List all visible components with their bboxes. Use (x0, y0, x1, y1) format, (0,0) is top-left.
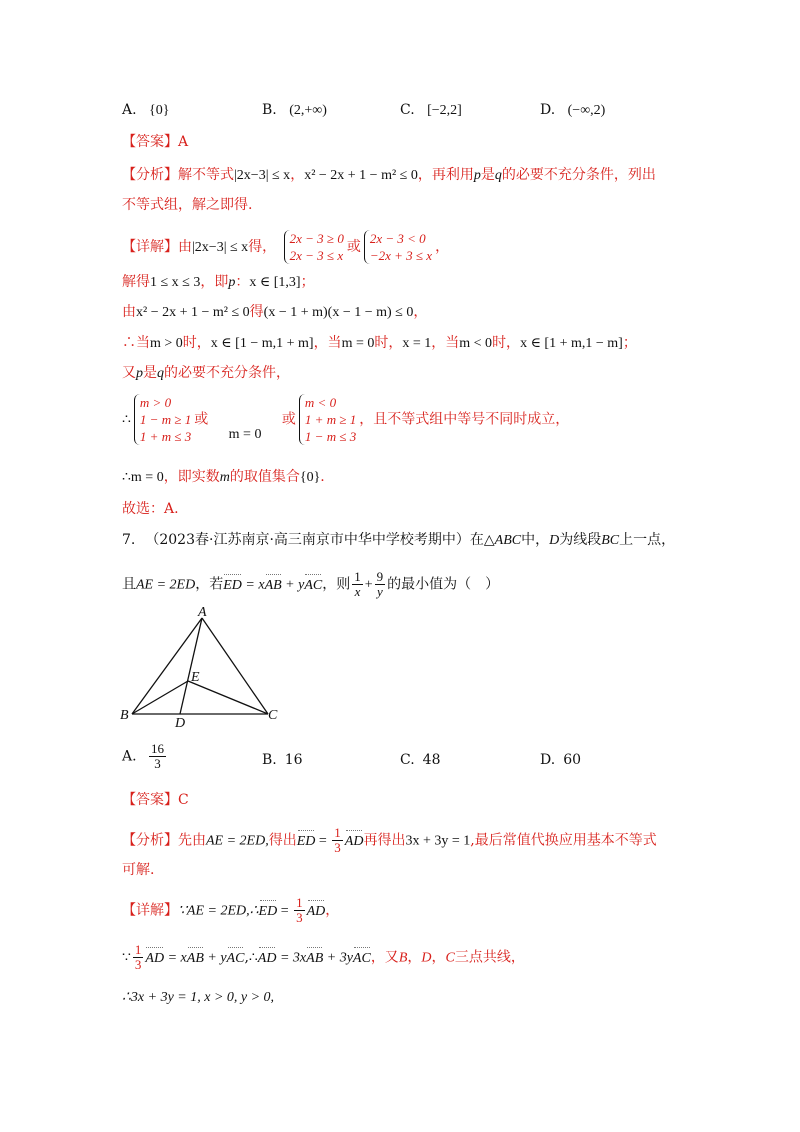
answer-tag: 【答案】 (122, 792, 178, 808)
q6-answer (122, 132, 188, 152)
math: m > 0 (150, 336, 183, 351)
vector-ac: AC (353, 949, 371, 969)
q6-analysis-line2 (122, 195, 252, 215)
math: = (315, 833, 331, 849)
text: 的必要不充分条件， (164, 365, 290, 381)
text: ∴ (122, 411, 131, 428)
math: m < 0 (459, 336, 493, 351)
q6-detail-line5 (122, 363, 290, 384)
q6-conclusion (122, 499, 179, 519)
segment-be (132, 681, 188, 714)
system-row: 1 + m ≤ 3 (139, 429, 192, 444)
text: 时， (374, 335, 403, 351)
denominator: x (354, 584, 361, 599)
q7-option-d (540, 750, 581, 770)
text: ,∴ (244, 949, 258, 966)
fraction-one-third (332, 826, 343, 855)
option-label: A. (122, 102, 137, 118)
math: {0} (299, 470, 321, 485)
math: p (136, 366, 143, 381)
fraction-9-over-y (375, 570, 386, 599)
text: ； (622, 335, 637, 351)
text: ∴ (122, 469, 131, 485)
numerator: 1 (334, 825, 341, 840)
q6-option-c (400, 100, 462, 121)
math: + y (203, 950, 227, 966)
q7-stem-line1 (122, 530, 675, 551)
math: AE = 2ED, (206, 833, 269, 849)
system-row: 2x − 3 ≥ 0 (289, 231, 344, 246)
math: + 3y (323, 950, 353, 966)
denominator: y (377, 584, 383, 599)
math: + y (281, 577, 305, 593)
text: 又 (122, 365, 136, 381)
q7-option-c (400, 750, 441, 770)
numerator: 1 (296, 895, 303, 910)
text: 时， (492, 335, 521, 351)
fraction-one-third (133, 943, 144, 972)
text: 不等式组，解之即得. (122, 197, 253, 213)
vector-ed: ED (223, 576, 242, 596)
text: 故选：A. (122, 501, 179, 517)
q7-analysis-line2 (122, 860, 154, 880)
math: BC (601, 533, 620, 548)
math: 3x + 3y = 1 (405, 833, 471, 849)
inequality-system-2 (364, 230, 432, 264)
q7-answer (122, 790, 189, 810)
text: 的取值集合 (229, 469, 300, 485)
math: x ∈ [1 − m,1 + m] (210, 336, 314, 351)
math: (x − 1 + m)(x − 1 − m) ≤ 0 (263, 305, 414, 320)
denominator: 3 (154, 756, 161, 771)
text: 三点共线， (454, 949, 525, 966)
math: m = 0 (341, 336, 375, 351)
math: = x (241, 577, 265, 593)
text: 先由 (178, 832, 206, 849)
math: ∵AE = 2ED,∴ (178, 903, 259, 919)
label-a: A (198, 606, 207, 620)
text: ， (435, 239, 450, 255)
label-d: D (175, 716, 186, 730)
q6-detail-line7 (122, 467, 325, 488)
vector-ad: AD (258, 949, 277, 969)
q6-option-a (122, 100, 169, 121)
math: p (473, 168, 481, 183)
option-value: {0} (149, 103, 170, 118)
math: 1 ≤ x ≤ 3 (150, 275, 201, 290)
q6-option-b (262, 100, 327, 121)
text: 或 (346, 239, 361, 255)
text: ，若 (195, 576, 224, 593)
label-b: B (120, 708, 129, 723)
option-label: C. (400, 752, 415, 768)
numerator: 1 (354, 569, 361, 584)
math: q (494, 168, 502, 183)
q6-analysis-line1 (122, 165, 656, 186)
math: x² − 2x + 1 − m² ≤ 0 (304, 168, 418, 183)
math: p (228, 275, 236, 290)
q7-option-b (262, 750, 303, 770)
text: ，当 (313, 335, 342, 351)
text: ，又 (370, 949, 399, 966)
label-e: E (191, 670, 200, 685)
math: = x (164, 950, 187, 966)
q6-option-d (540, 100, 605, 121)
math: |2x−3| ≤ x (192, 240, 249, 255)
text: 再得出 (363, 832, 406, 849)
text: 为线段 (559, 532, 602, 548)
math: = 3x (276, 950, 307, 966)
text: . (320, 469, 325, 485)
q7-detail-line2 (122, 943, 525, 972)
text: ： (235, 274, 250, 290)
text: 由 (178, 239, 192, 255)
vector-ab: AB (187, 949, 204, 969)
q7-option-a (122, 742, 168, 771)
denominator: 3 (134, 957, 142, 972)
text: 时， (182, 335, 211, 351)
system-row: 1 + m ≥ 1 (304, 412, 357, 427)
math: B (398, 950, 408, 966)
fraction-one-third (294, 896, 305, 925)
text: ，再利用 (417, 167, 474, 183)
text: ， (407, 949, 422, 966)
answer-tag: 【答案】 (122, 134, 178, 150)
answer-value: A (178, 134, 189, 150)
vector-ed: ED (297, 832, 316, 852)
inequality-system-1 (284, 230, 344, 264)
option-label: D. (540, 102, 556, 118)
text: 由 (122, 304, 136, 320)
denominator: 3 (296, 910, 303, 925)
analysis-tag: 【分析】 (122, 167, 178, 183)
math: = (277, 903, 293, 919)
system-row: 2x − 3 ≤ x (289, 248, 344, 263)
q6-detail-line3 (122, 302, 427, 323)
vector-ab: AB (306, 949, 323, 969)
option-label: B. (262, 752, 277, 768)
option-label: A. (122, 748, 137, 765)
system-row: −2x + 3 ≤ x (369, 248, 433, 263)
inequality-system-4 (299, 394, 356, 445)
vector-ab: AB (265, 576, 282, 596)
text: 是 (143, 365, 157, 381)
side-ac (202, 618, 268, 714)
q6-detail-line6 (122, 394, 569, 445)
text: 解不等式 (178, 167, 234, 183)
text: ∴当 (122, 335, 150, 351)
system-row: 1 − m ≥ 1 (139, 412, 192, 427)
math: x ∈ [1 + m,1 − m] (520, 336, 623, 351)
answer-value: C (178, 792, 189, 808)
q7-analysis-line1 (122, 826, 657, 855)
text: ，即 (200, 274, 229, 290)
analysis-tag: 【分析】 (122, 832, 178, 849)
math: q (157, 366, 164, 381)
math: m = 0 (130, 470, 164, 485)
option-label: C. (400, 102, 415, 118)
option-value: 16 (284, 752, 303, 768)
question-source: （2023春·江苏南京·高三南京市中华中学校考期中）在 (145, 532, 484, 548)
system-row: 2x − 3 < 0 (369, 231, 426, 246)
q6-detail-line1 (122, 230, 449, 264)
q7-detail-line1 (122, 896, 339, 925)
text: ，当 (431, 335, 460, 351)
text: 上一点， (619, 532, 676, 548)
math: x ∈ [1,3] (249, 275, 301, 290)
text: 是 (480, 167, 495, 183)
text: ， (325, 902, 340, 919)
text: ∵ (122, 949, 131, 966)
vector-ac: AC (227, 949, 245, 969)
numerator: 16 (151, 741, 165, 756)
fraction-1-over-x (352, 570, 363, 599)
text: 得， (248, 239, 277, 255)
option-a-fraction (149, 742, 166, 771)
text: ,最后常值代换应用基本不等式 (470, 832, 657, 849)
text: 的必要不充分条件，列出 (501, 167, 656, 183)
label-c: C (268, 708, 278, 723)
numerator: 9 (376, 569, 384, 584)
math: △ABC (483, 533, 522, 548)
math: m = 0 (228, 427, 262, 442)
triangle-figure (118, 606, 288, 730)
text: 得 (249, 304, 264, 320)
vector-ad: AD (307, 902, 326, 922)
text: ，则 (322, 576, 351, 593)
option-label: B. (262, 102, 277, 118)
text: 或 (194, 411, 209, 428)
option-value: 60 (563, 752, 582, 768)
text: ， (413, 304, 428, 320)
vector-ad: AD (345, 832, 364, 852)
text: 得出 (268, 832, 297, 849)
text: ； (300, 274, 315, 290)
text: ， (290, 167, 305, 183)
text: 且 (122, 576, 136, 593)
denominator: 3 (334, 840, 341, 855)
math: + (364, 577, 373, 593)
vector-ed: ED (259, 902, 278, 922)
text: ， (431, 949, 446, 966)
vector-ac: AC (304, 576, 322, 596)
q7-stem-line2 (122, 570, 499, 599)
text: 的最小值为（ ） (387, 576, 500, 593)
math: D (421, 950, 432, 966)
numerator: 1 (134, 942, 142, 957)
text: ，且不等式组中等号不同时成立， (359, 411, 570, 428)
inequality-system-3 (134, 394, 191, 445)
detail-tag: 【详解】 (122, 239, 178, 255)
option-value: (2,+∞) (289, 103, 327, 118)
vector-ad: AD (145, 949, 164, 969)
math: m (219, 470, 230, 485)
system-row: m > 0 (139, 395, 172, 410)
math: AE = 2ED (136, 577, 196, 593)
system-row: m < 0 (304, 395, 337, 410)
text: 或 (281, 411, 296, 428)
math: |2x−3| ≤ x (234, 168, 291, 183)
text: 解得 (122, 274, 150, 290)
math: D (549, 533, 560, 548)
q6-detail-line2 (122, 272, 315, 293)
text: ，即实数 (163, 469, 220, 485)
math: ∴3x + 3y = 1, x > 0, y > 0, (122, 990, 275, 1005)
option-value: 48 (422, 752, 441, 768)
system-row: 1 − m ≤ 3 (304, 429, 357, 444)
math: C (445, 950, 455, 966)
detail-tag: 【详解】 (122, 902, 178, 919)
q6-detail-line4 (122, 333, 637, 354)
option-value: [−2,2] (427, 103, 462, 118)
option-label: D. (540, 752, 556, 768)
question-number: 7. (122, 532, 136, 548)
q7-detail-line3 (122, 987, 274, 1008)
math: x = 1 (402, 336, 432, 351)
text: 可解. (122, 862, 155, 878)
text: 中， (521, 532, 550, 548)
option-value: (−∞,2) (567, 103, 606, 118)
math: x² − 2x + 1 − m² ≤ 0 (136, 305, 250, 320)
